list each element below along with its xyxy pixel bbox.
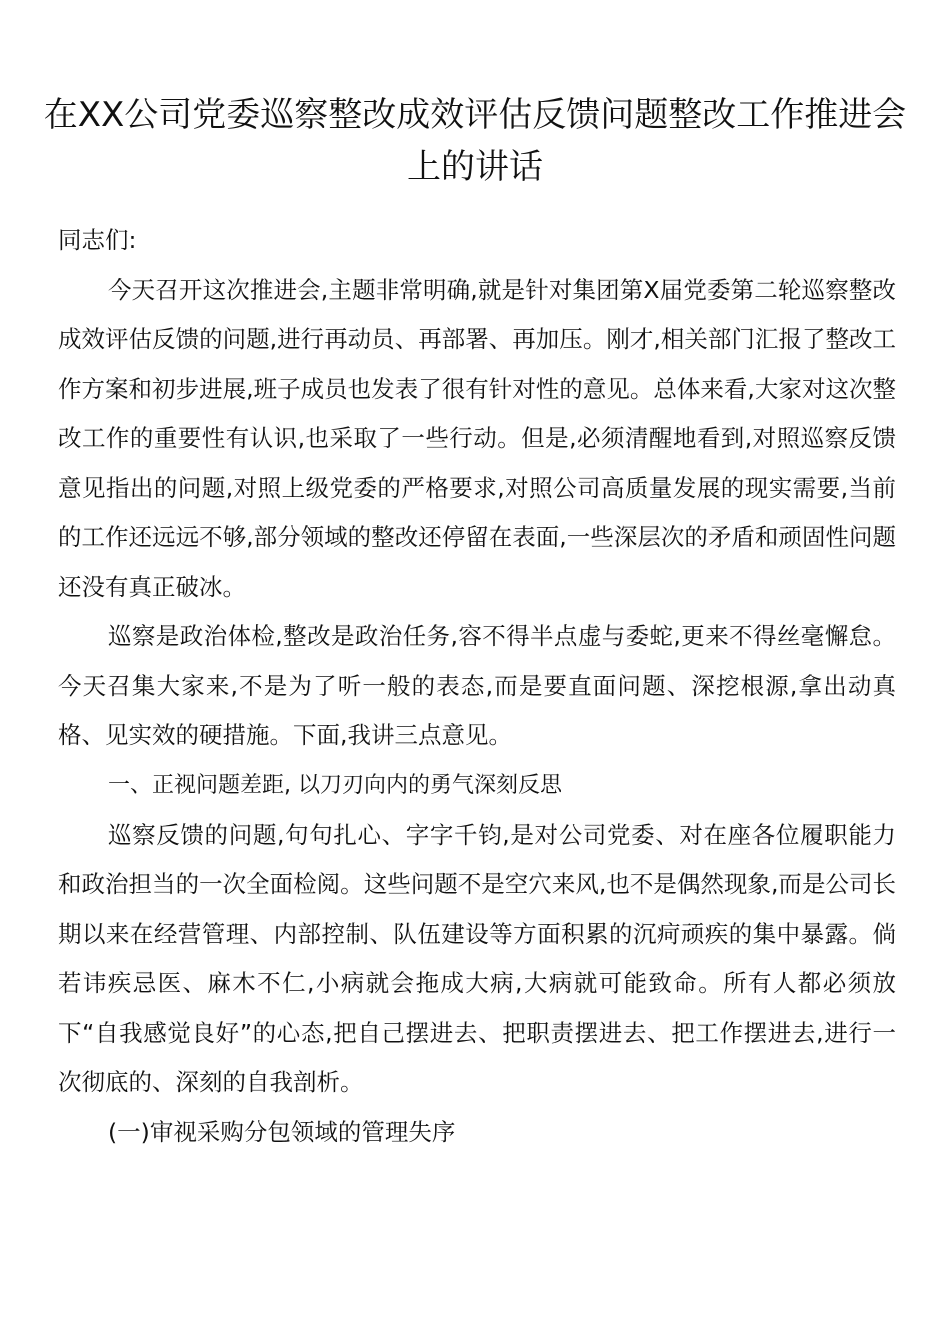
paragraph-section-1: 巡察反馈的问题,句句扎心、字字千钧,是对公司党委、对在座各位履职能力和政治担当的一次全面检阅。这些问题不是空穴来风,也不是偶然现象,而是公司长期以来在经营管理、内部控制、队伍建设等方面积累的沉疴顽疾的集中暴露。倘若讳疾忌医、麻木不仁,小病就会拖成大病,大病就可能致命。所有人都必须放下“自我感觉良好”的心态,把自己摆进去、把职责摆进去、把工作摆进去,进行一次彻底的、深刻的自我剖析。 (58, 820, 896, 1096)
paragraph-purpose: 巡察是政治体检,整改是政治任务,容不得半点虚与委蛇,更来不得丝毫懈怠。今天召集大家来,不是为了听一般的表态,而是要直面问题、深挖根源,拿出动真格、见实效的硬措施。下面,我讲三点意见。 (58, 622, 896, 749)
paragraph-intro: 今天召开这次推进会,主题非常明确,就是针对集团第X届党委第二轮巡察整改成效评估反馈的问题,进行再动员、再部署、再加压。刚才,相关部门汇报了整改工作方案和初步进展,班子成员也发表了很有针对性的意见。总体来看,大家对这次整改工作的重要性有认识,也采取了一些行动。但是,必须清醒地看到,对照巡察反馈意见指出的问题,对照上级党委的严格要求,对照公司高质量发展的现实需要,当前的工作还远远不够,部分领域的整改还停留在表面,一些深层次的矛盾和顽固性问题还没有真正破冰。 (58, 275, 896, 601)
subsection-heading-1: (一)审视采购分包领域的管理失序 (108, 1117, 456, 1146)
section-heading-1: 一、正视问题差距, 以刀刃向内的勇气深刻反思 (108, 772, 562, 798)
salutation: 同志们: (58, 226, 137, 254)
page-title: 在XX公司党委巡察整改成效评估反馈问题整改工作推进会上的讲话 (43, 94, 907, 187)
document-body (58, 216, 896, 1157)
